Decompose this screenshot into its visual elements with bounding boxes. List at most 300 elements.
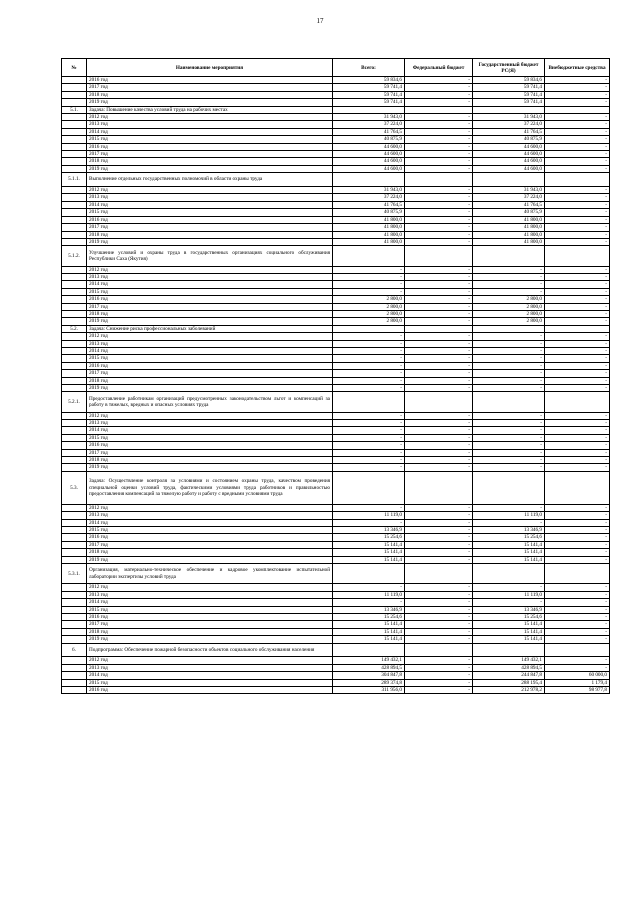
row-extrabudget: 60 000,0 — [545, 672, 610, 679]
row-federal: - — [405, 519, 473, 526]
row-extrabudget: - — [545, 355, 610, 362]
row-federal: - — [405, 136, 473, 143]
row-total: - — [333, 457, 405, 464]
row-activity: 2016 год — [87, 77, 333, 84]
section-row — [62, 564, 610, 584]
row-total: 59 741,4 — [333, 84, 405, 91]
row-regional: 212 978,2 — [473, 686, 545, 693]
row-regional: 44 600,0 — [473, 143, 545, 150]
row-number — [62, 519, 87, 526]
row-number — [62, 657, 87, 664]
row-extrabudget: - — [545, 121, 610, 128]
row-total — [333, 564, 405, 584]
row-activity: Организация, материально-техническое обеспечение и кадровое укомплектование испытательной лаборатории экспертизы условий труда — [87, 564, 333, 584]
row-total: 40 875,9 — [333, 209, 405, 216]
row-number — [62, 340, 87, 347]
row-regional: 41 800,0 — [473, 231, 545, 238]
table-row — [62, 310, 610, 317]
row-total: 41 764,5 — [333, 128, 405, 135]
row-regional: 41 764,5 — [473, 201, 545, 208]
row-regional: - — [473, 449, 545, 456]
row-activity: 2015 год — [87, 136, 333, 143]
row-number — [62, 266, 87, 273]
row-total: 2 800,0 — [333, 296, 405, 303]
row-federal: - — [405, 664, 473, 671]
row-number — [62, 303, 87, 310]
table-row — [62, 266, 610, 273]
row-activity: 2016 год — [87, 143, 333, 150]
row-extrabudget: - — [545, 556, 610, 563]
row-activity: 2018 год — [87, 549, 333, 556]
row-regional: 11 119,0 — [473, 591, 545, 598]
row-activity: Выполнение отдельных государственных полномочий в области охраны труда — [87, 173, 333, 187]
table-row — [62, 549, 610, 556]
row-total — [333, 643, 405, 657]
row-extrabudget: - — [545, 288, 610, 295]
row-extrabudget: - — [545, 91, 610, 98]
row-total: 15 141,4 — [333, 636, 405, 643]
row-extrabudget: - — [545, 340, 610, 347]
table-row — [62, 201, 610, 208]
row-total: 289 374,8 — [333, 679, 405, 686]
row-federal: - — [405, 599, 473, 606]
row-extrabudget: - — [545, 209, 610, 216]
row-total: - — [333, 362, 405, 369]
row-number — [62, 686, 87, 693]
table-row — [62, 121, 610, 128]
row-activity: 2015 год — [87, 288, 333, 295]
row-activity: 2019 год — [87, 464, 333, 471]
row-total: 2 800,0 — [333, 318, 405, 325]
row-regional: 244 847,8 — [473, 672, 545, 679]
row-federal: - — [405, 318, 473, 325]
row-regional: 13 346,9 — [473, 606, 545, 613]
row-activity: 2012 год — [87, 187, 333, 194]
row-total: 31 943,0 — [333, 187, 405, 194]
table-row — [62, 303, 610, 310]
row-federal: - — [405, 584, 473, 591]
table-row — [62, 664, 610, 671]
row-extrabudget — [545, 173, 610, 187]
row-number — [62, 209, 87, 216]
section-row — [62, 246, 610, 266]
row-extrabudget: - — [545, 412, 610, 419]
table-row — [62, 296, 610, 303]
row-regional — [473, 564, 545, 584]
table-row — [62, 420, 610, 427]
row-number — [62, 412, 87, 419]
row-federal — [405, 643, 473, 657]
row-activity: 2014 год — [87, 281, 333, 288]
table-row — [62, 591, 610, 598]
row-federal: - — [405, 216, 473, 223]
row-extrabudget: - — [545, 427, 610, 434]
row-total: - — [333, 347, 405, 354]
row-regional: - — [473, 273, 545, 280]
table-row — [62, 504, 610, 511]
row-extrabudget — [545, 246, 610, 266]
row-total: 44 600,0 — [333, 151, 405, 158]
table-row — [62, 628, 610, 635]
row-extrabudget: - — [545, 457, 610, 464]
row-extrabudget: - — [545, 449, 610, 456]
row-activity: 2012 год — [87, 504, 333, 511]
row-total: 59 741,4 — [333, 99, 405, 106]
row-extrabudget: - — [545, 318, 610, 325]
row-number — [62, 628, 87, 635]
row-federal: - — [405, 442, 473, 449]
row-activity: 2019 год — [87, 99, 333, 106]
row-extrabudget: - — [545, 442, 610, 449]
row-number: 6. — [62, 643, 87, 657]
row-regional: 2 800,0 — [473, 296, 545, 303]
row-extrabudget: - — [545, 273, 610, 280]
table-row — [62, 672, 610, 679]
row-extrabudget: - — [545, 143, 610, 150]
row-regional: - — [473, 355, 545, 362]
row-regional — [473, 392, 545, 412]
row-activity: 2018 год — [87, 628, 333, 635]
row-activity: 2014 год — [87, 672, 333, 679]
row-federal: - — [405, 636, 473, 643]
row-federal: - — [405, 449, 473, 456]
row-activity: 2013 год — [87, 194, 333, 201]
row-number — [62, 606, 87, 613]
row-number — [62, 347, 87, 354]
row-extrabudget: 98 977,8 — [545, 686, 610, 693]
row-number — [62, 158, 87, 165]
row-extrabudget: - — [545, 194, 610, 201]
table-row — [62, 333, 610, 340]
row-activity: 2018 год — [87, 377, 333, 384]
row-federal: - — [405, 128, 473, 135]
row-number — [62, 457, 87, 464]
section-row — [62, 173, 610, 187]
row-total: - — [333, 504, 405, 511]
row-total — [333, 392, 405, 412]
table-row — [62, 106, 610, 113]
row-federal: - — [405, 99, 473, 106]
row-activity: 2019 год — [87, 385, 333, 392]
row-activity: 2016 год — [87, 296, 333, 303]
row-activity: 2013 год — [87, 664, 333, 671]
table-row — [62, 449, 610, 456]
row-number — [62, 464, 87, 471]
col-header-extrabudget: Внебюджетные средства — [545, 59, 610, 77]
row-regional: - — [473, 584, 545, 591]
row-federal: - — [405, 288, 473, 295]
row-federal: - — [405, 377, 473, 384]
row-activity: 2012 год — [87, 333, 333, 340]
row-number — [62, 591, 87, 598]
row-total: 40 875,9 — [333, 136, 405, 143]
row-number — [62, 636, 87, 643]
row-activity: 2017 год — [87, 224, 333, 231]
row-federal: - — [405, 672, 473, 679]
row-extrabudget: - — [545, 664, 610, 671]
table-row — [62, 686, 610, 693]
row-federal: - — [405, 91, 473, 98]
table-row — [62, 355, 610, 362]
table-row — [62, 556, 610, 563]
row-extrabudget: - — [545, 512, 610, 519]
row-number — [62, 201, 87, 208]
row-extrabudget: - — [545, 310, 610, 317]
row-total — [333, 173, 405, 187]
table-row — [62, 209, 610, 216]
row-number: 5.3. — [62, 471, 87, 504]
row-number — [62, 442, 87, 449]
row-activity: 2017 год — [87, 541, 333, 548]
row-total: - — [333, 412, 405, 419]
row-total — [333, 471, 405, 504]
row-number — [62, 362, 87, 369]
section-row — [62, 392, 610, 412]
row-activity: 2014 год — [87, 128, 333, 135]
row-federal: - — [405, 266, 473, 273]
row-extrabudget: - — [545, 201, 610, 208]
row-regional: - — [473, 427, 545, 434]
row-regional: 2 800,0 — [473, 318, 545, 325]
row-extrabudget: - — [545, 385, 610, 392]
row-number — [62, 194, 87, 201]
row-activity: 2016 год — [87, 534, 333, 541]
row-federal: - — [405, 114, 473, 121]
row-extrabudget: - — [545, 549, 610, 556]
row-regional: 59 741,4 — [473, 84, 545, 91]
row-extrabudget: - — [545, 591, 610, 598]
row-extrabudget: - — [545, 613, 610, 620]
row-federal — [405, 564, 473, 584]
row-total: 15 141,4 — [333, 541, 405, 548]
row-federal: - — [405, 151, 473, 158]
row-extrabudget: 1 179,4 — [545, 679, 610, 686]
row-number — [62, 420, 87, 427]
row-total: - — [333, 377, 405, 384]
row-number — [62, 128, 87, 135]
row-activity: 2013 год — [87, 512, 333, 519]
row-activity: 2018 год — [87, 231, 333, 238]
row-federal: - — [405, 194, 473, 201]
row-total: 2 800,0 — [333, 303, 405, 310]
row-extrabudget: - — [545, 362, 610, 369]
row-federal: - — [405, 238, 473, 245]
table-row — [62, 377, 610, 384]
row-activity: Подпрограмма: Обеспечение пожарной безопасности объектов социального обслуживания населения — [87, 643, 333, 657]
row-activity: 2017 год — [87, 151, 333, 158]
row-activity: 2016 год — [87, 613, 333, 620]
table-row — [62, 442, 610, 449]
row-federal: - — [405, 165, 473, 172]
row-number — [62, 216, 87, 223]
row-regional: - — [473, 362, 545, 369]
row-total: - — [333, 385, 405, 392]
table-row — [62, 288, 610, 295]
row-activity: 2015 год — [87, 527, 333, 534]
row-activity: 2013 год — [87, 121, 333, 128]
row-activity: 2017 год — [87, 303, 333, 310]
row-total: 41 800,0 — [333, 224, 405, 231]
row-federal: - — [405, 606, 473, 613]
row-federal: - — [405, 158, 473, 165]
row-total: - — [333, 333, 405, 340]
row-extrabudget: - — [545, 519, 610, 526]
table-row — [62, 657, 610, 664]
row-regional: 41 800,0 — [473, 216, 545, 223]
row-extrabudget: - — [545, 377, 610, 384]
row-federal: - — [405, 628, 473, 635]
row-number: 5.1.2. — [62, 246, 87, 266]
row-activity: 2017 год — [87, 449, 333, 456]
row-number — [62, 504, 87, 511]
row-total: - — [333, 370, 405, 377]
row-activity: 2016 год — [87, 442, 333, 449]
row-regional: 41 800,0 — [473, 224, 545, 231]
table-row — [62, 128, 610, 135]
row-regional: 15 141,4 — [473, 541, 545, 548]
table-body — [62, 77, 610, 694]
row-regional: 15 141,4 — [473, 621, 545, 628]
table-row — [62, 427, 610, 434]
row-extrabudget: - — [545, 151, 610, 158]
row-total: 15 254,6 — [333, 534, 405, 541]
row-regional: - — [473, 599, 545, 606]
row-total: - — [333, 599, 405, 606]
row-regional: - — [473, 504, 545, 511]
row-regional: 428 894,5 — [473, 664, 545, 671]
row-regional — [473, 173, 545, 187]
row-total — [333, 246, 405, 266]
row-extrabudget: - — [545, 238, 610, 245]
row-regional: 59 741,4 — [473, 99, 545, 106]
row-total: 11 119,0 — [333, 512, 405, 519]
row-number — [62, 273, 87, 280]
row-regional: 37 224,0 — [473, 194, 545, 201]
row-regional — [473, 246, 545, 266]
row-extrabudget: - — [545, 606, 610, 613]
row-total — [333, 325, 405, 332]
row-regional: - — [473, 266, 545, 273]
row-extrabudget: - — [545, 165, 610, 172]
row-total: 15 141,4 — [333, 621, 405, 628]
row-activity: 2018 год — [87, 457, 333, 464]
row-extrabudget: - — [545, 158, 610, 165]
row-total: 13 346,9 — [333, 527, 405, 534]
table-row — [62, 340, 610, 347]
row-federal — [405, 106, 473, 113]
row-activity: 2015 год — [87, 606, 333, 613]
budget-table — [61, 58, 610, 694]
row-federal — [405, 325, 473, 332]
row-number — [62, 621, 87, 628]
row-number — [62, 310, 87, 317]
row-number — [62, 136, 87, 143]
row-extrabudget: - — [545, 434, 610, 441]
row-number — [62, 165, 87, 172]
row-extrabudget: - — [545, 216, 610, 223]
row-extrabudget: - — [545, 224, 610, 231]
row-activity: 2013 год — [87, 273, 333, 280]
row-extrabudget: - — [545, 599, 610, 606]
row-extrabudget: - — [545, 84, 610, 91]
row-total: - — [333, 427, 405, 434]
row-extrabudget: - — [545, 187, 610, 194]
row-activity: Предоставление работникам организаций предусмотренных законодательством льгот и компенсаций за работу в тяжелых, вредных и опасных условиях труда — [87, 392, 333, 412]
row-regional: - — [473, 370, 545, 377]
row-number — [62, 512, 87, 519]
row-federal — [405, 471, 473, 504]
row-total: 44 600,0 — [333, 143, 405, 150]
row-total: 2 800,0 — [333, 310, 405, 317]
table-row — [62, 519, 610, 526]
row-number — [62, 151, 87, 158]
table-row — [62, 187, 610, 194]
row-activity: 2014 год — [87, 201, 333, 208]
row-number — [62, 377, 87, 384]
row-federal: - — [405, 679, 473, 686]
row-total: 44 600,0 — [333, 165, 405, 172]
row-total: 31 943,0 — [333, 114, 405, 121]
row-total: 41 800,0 — [333, 238, 405, 245]
row-activity: 2019 год — [87, 318, 333, 325]
row-federal: - — [405, 296, 473, 303]
row-regional: 149 432,1 — [473, 657, 545, 664]
row-regional: 44 600,0 — [473, 165, 545, 172]
row-number — [62, 121, 87, 128]
row-activity: 2014 год — [87, 519, 333, 526]
row-number — [62, 370, 87, 377]
row-total: - — [333, 464, 405, 471]
row-extrabudget: - — [545, 541, 610, 548]
table-row — [62, 385, 610, 392]
row-federal: - — [405, 512, 473, 519]
row-federal: - — [405, 310, 473, 317]
table-row — [62, 512, 610, 519]
table-row — [62, 114, 610, 121]
row-total: - — [333, 449, 405, 456]
table-row — [62, 679, 610, 686]
table-row — [62, 434, 610, 441]
row-regional: - — [473, 442, 545, 449]
row-extrabudget: - — [545, 99, 610, 106]
row-regional: 31 943,0 — [473, 114, 545, 121]
section-row — [62, 643, 610, 657]
row-number — [62, 613, 87, 620]
row-extrabudget: - — [545, 584, 610, 591]
row-federal: - — [405, 657, 473, 664]
col-header-number: № — [62, 59, 87, 77]
row-regional: 2 800,0 — [473, 303, 545, 310]
row-total: - — [333, 519, 405, 526]
row-federal — [405, 173, 473, 187]
row-regional: 15 141,4 — [473, 556, 545, 563]
row-federal: - — [405, 355, 473, 362]
row-federal: - — [405, 362, 473, 369]
row-total: - — [333, 355, 405, 362]
row-extrabudget — [545, 325, 610, 332]
row-extrabudget: - — [545, 420, 610, 427]
row-extrabudget: - — [545, 534, 610, 541]
table-row — [62, 158, 610, 165]
row-extrabudget — [545, 643, 610, 657]
row-total: 15 254,6 — [333, 613, 405, 620]
row-number — [62, 584, 87, 591]
table-row — [62, 325, 610, 332]
row-total: 37 224,0 — [333, 121, 405, 128]
row-number — [62, 99, 87, 106]
row-total: 44 600,0 — [333, 158, 405, 165]
row-number — [62, 556, 87, 563]
